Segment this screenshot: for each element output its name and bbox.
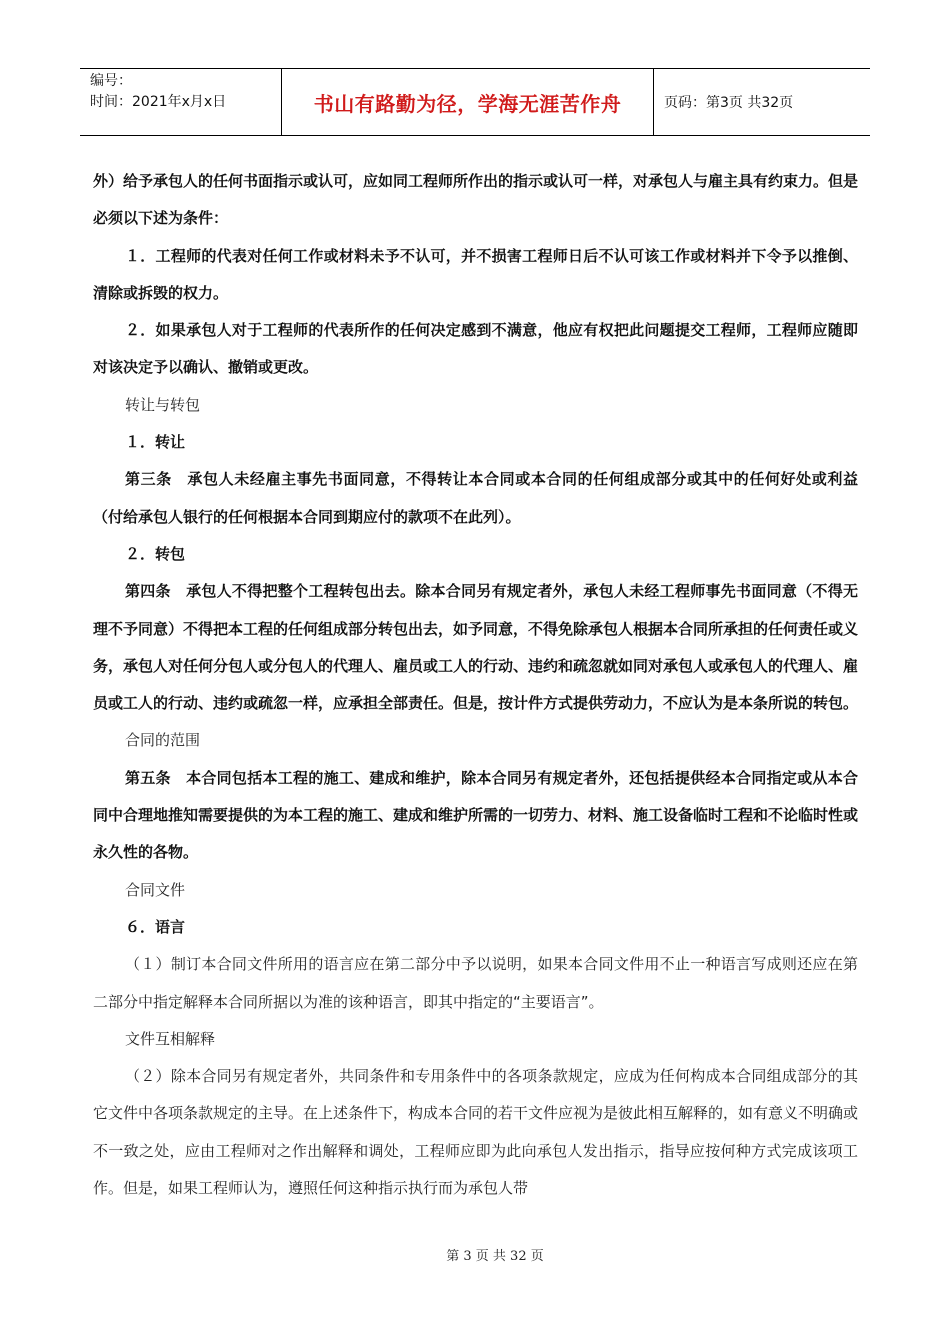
paragraph: 第四条 承包人不得把整个工程转包出去。除本合同另有规定者外，承包人未经工程师事先书面同意（不得无理不予同意）不得把本工程的任何组成部分转包出去，如予同意，不得免除承包人根据本合同所承担的任何责任或义务，承包人对任何分包人或分包人的代理人、雇员或工人的行动、违约和疏忽就如同对承包人或承包人的代理人、雇员或工人的行动、违约或疏忽一样，应承担全部责任。但是，按计件方式提供劳动力，不应认为是本条所说的转包。 [93, 582, 859, 713]
paragraph: 合同的范围 [125, 731, 201, 750]
paragraph: 转让与转包 [125, 395, 201, 414]
paragraph: １．转让 [125, 433, 186, 452]
paragraph: （２）除本合同另有规定者外，共同条件和专用条件中的各项条款规定，应成为任何构成本合同组成部分的其它文件中各项条款规定的主导。在上述条件下，构成本合同的若干文件应视为是彼此相互解释的，如有意义不明确或不一致之处，应由工程师对之作出解释和调处，工程师应即为此向承包人发出指示，指导应按何种方式完成该项工作。但是，如果工程师认为，遵照任何这种指示执行而为承包人带 [93, 1067, 859, 1198]
page-header [80, 68, 870, 136]
header-page-number: 页码：第3页 共32页 [664, 95, 794, 111]
paragraph: 外）给予承包人的任何书面指示或认可，应如同工程师所作出的指示或认可一样，对承包人与雇主具有约束力。但是必须以下述为条件： [93, 172, 859, 228]
document-time: 时间：2021年x月x日 [90, 94, 227, 110]
header-motto: 书山有路勤为径，学海无涯苦作舟 [282, 69, 654, 135]
page-footer: 第 3 页 共 32 页 [446, 1249, 544, 1264]
paragraph: 合同文件 [125, 880, 186, 899]
paragraph: ２．转包 [125, 544, 186, 563]
paragraph: １．工程师的代表对任何工作或材料未予不认可，并不损害工程师日后不认可该工作或材料并下令予以推倒、清除或拆毁的权力。 [93, 246, 858, 302]
paragraph: （１）制订本合同文件所用的语言应在第二部分中予以说明，如果本合同文件用不止一种语言写成则还应在第二部分中指定解释本合同所据以为准的该种语言，即其中指定的“主要语言”。 [93, 955, 858, 1011]
paragraph: ６．语言 [125, 917, 186, 936]
paragraph: ２．如果承包人对于工程师的代表所作的任何决定感到不满意，他应有权把此问题提交工程师，工程师应随即对该决定予以确认、撤销或更改。 [93, 321, 858, 377]
paragraph: 第五条 本合同包括本工程的施工、建成和维护，除本合同另有规定者外，还包括提供经本合同指定或从本合同中合理地推知需要提供的为本工程的施工、建成和维护所需的一切劳力、材料、施工设备临时工程和不论临时性或永久性的各物。 [93, 768, 859, 862]
header-meta [80, 69, 282, 135]
document-body [93, 163, 858, 1207]
paragraph: 第三条 承包人未经雇主事先书面同意，不得转让本合同或本合同的任何组成部分或其中的任何好处或利益（付给承包人银行的任何根据本合同到期应付的款项不在此列）。 [93, 470, 858, 526]
document-number-label: 编号： [90, 73, 132, 89]
paragraph: 文件互相解释 [125, 1029, 216, 1048]
